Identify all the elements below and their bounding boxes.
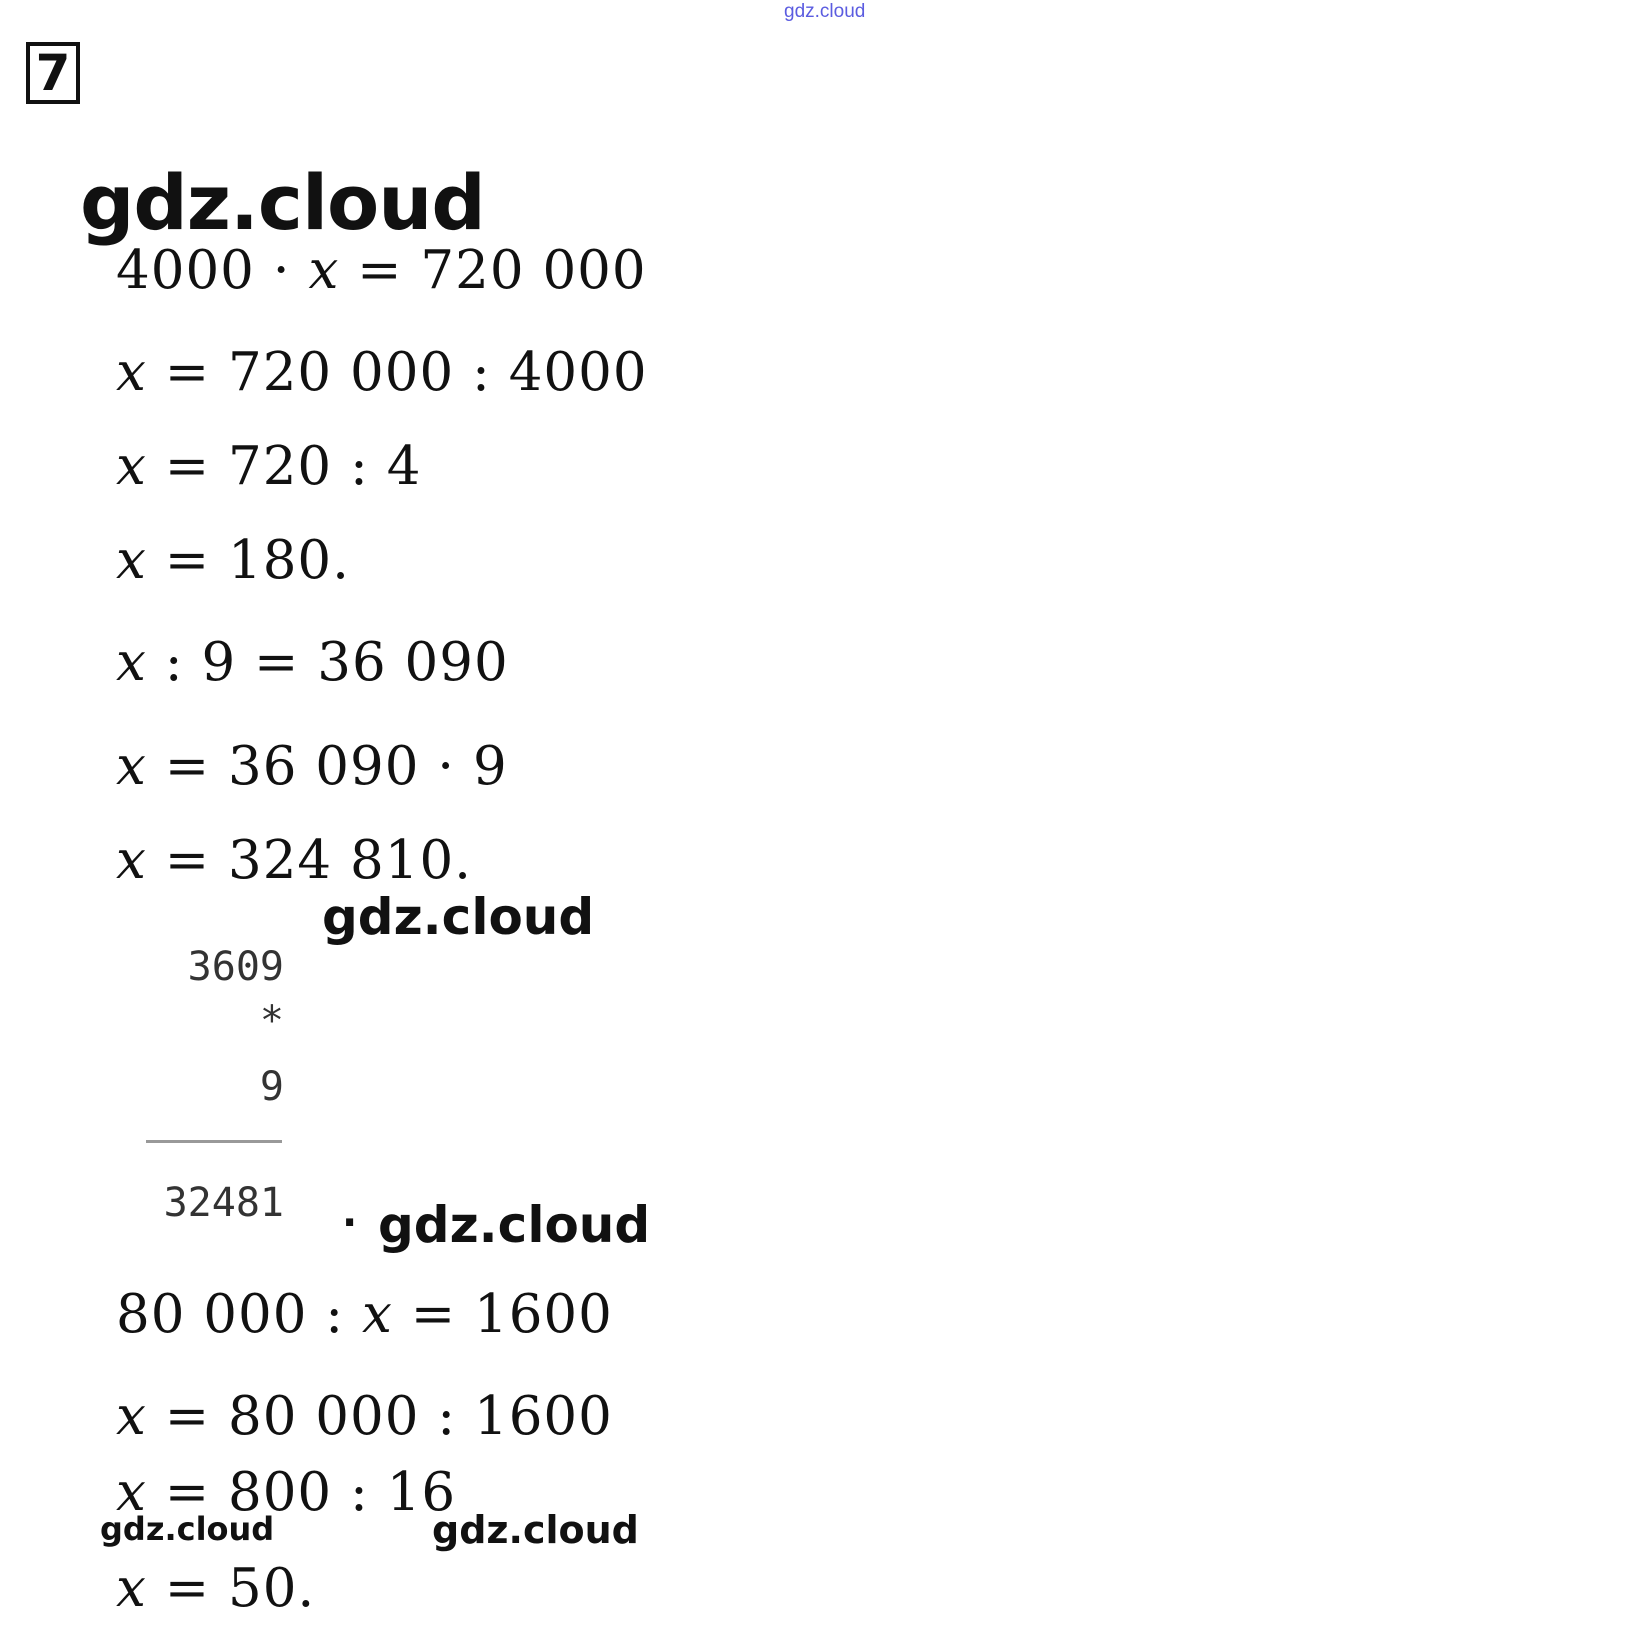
equation-a1: [116, 240, 647, 301]
equation-b1-right: : 9 = 36 090: [146, 632, 509, 693]
equation-c1-left: 80 000 :: [116, 1284, 362, 1345]
calc-divider: [146, 1140, 282, 1143]
dot-mark: ·: [342, 1200, 358, 1246]
equation-c4: [116, 1558, 316, 1619]
equation-c2: [116, 1386, 613, 1447]
variable-x: x: [116, 830, 147, 891]
task-number-box: [26, 42, 80, 104]
equation-b3: [116, 830, 473, 891]
variable-x: x: [308, 240, 340, 301]
equation-c2-right: = 80 000 : 1600: [146, 1386, 613, 1447]
equation-a2-right: = 720 000 : 4000: [146, 342, 648, 403]
equation-c4-right: = 50.: [146, 1558, 316, 1619]
variable-x: x: [116, 530, 147, 591]
watermark-after-calc: gdz.cloud: [378, 1196, 651, 1254]
equation-a4-right: = 180.: [146, 530, 351, 591]
calc-operator: *: [259, 998, 284, 1044]
top-watermark: gdz.cloud: [784, 1, 866, 22]
equation-b1: [116, 632, 509, 693]
task-number: 7: [35, 44, 71, 102]
variable-x: x: [116, 1386, 147, 1447]
variable-x: x: [116, 736, 147, 797]
variable-x: x: [116, 632, 147, 693]
equation-a3: [116, 436, 422, 497]
equation-b2-right: = 36 090 · 9: [146, 736, 508, 797]
equation-a4: [116, 530, 351, 591]
equation-c1-right: = 1600: [392, 1284, 613, 1345]
variable-x: x: [116, 342, 147, 403]
calc-multiplicand: 3609: [187, 944, 284, 990]
equation-a1-right: = 720 000: [339, 240, 647, 301]
calc-multiplier: 9: [259, 1064, 284, 1110]
equation-c3-right: = 800 : 16: [146, 1462, 457, 1523]
watermark-after-x: gdz.cloud: [322, 888, 595, 946]
variable-x: x: [116, 1462, 147, 1523]
main-watermark: gdz.cloud: [80, 158, 485, 247]
variable-x: x: [116, 1558, 147, 1619]
equation-a1-left: 4000 ·: [116, 240, 309, 301]
equation-a2: [116, 342, 648, 403]
equation-b2: [116, 736, 508, 797]
variable-x: x: [116, 436, 147, 497]
equation-b3-right: = 324 810.: [146, 830, 473, 891]
equation-c1: [116, 1284, 613, 1345]
equation-a3-right: = 720 : 4: [146, 436, 422, 497]
watermark-bottom-right: gdz.cloud: [432, 1508, 639, 1552]
variable-x: x: [362, 1284, 393, 1345]
watermark-bottom-left: gdz.cloud: [100, 1510, 275, 1548]
calc-result: 32481: [163, 1180, 284, 1226]
